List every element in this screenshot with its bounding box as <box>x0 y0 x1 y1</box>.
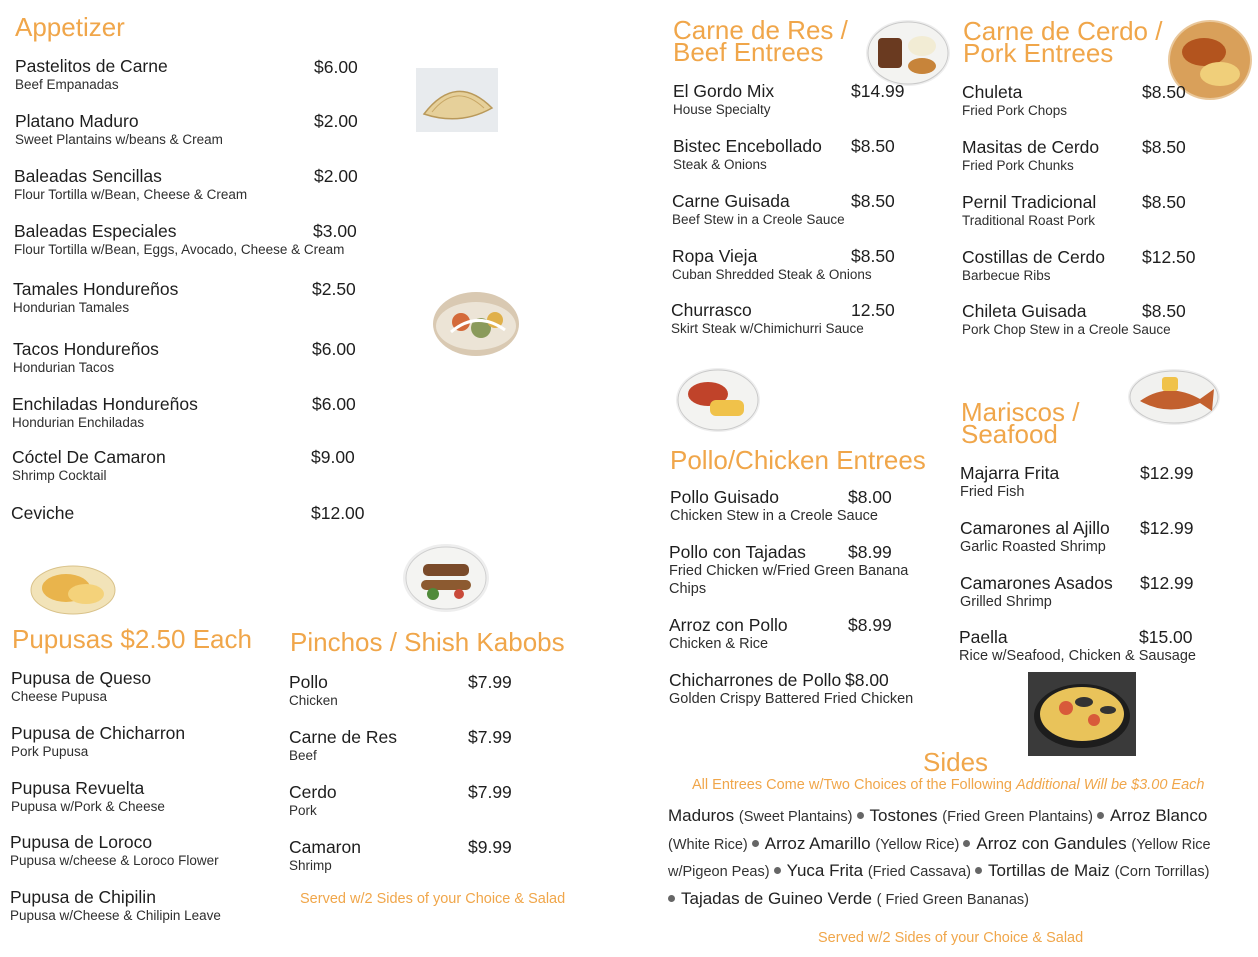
item-desc: Cuban Shredded Steak & Onions <box>672 267 872 282</box>
item-price: $8.00 <box>845 670 889 690</box>
item-desc: House Specialty <box>673 102 771 117</box>
item-price: $8.50 <box>851 246 895 266</box>
beef-photo <box>866 20 950 86</box>
kabob-icon <box>403 544 489 612</box>
pork-item <box>962 247 1105 284</box>
item-desc: Fried Chicken w/Fried Green Banana <box>669 563 909 579</box>
item-price: 12.50 <box>851 300 895 320</box>
side-desc: (Yellow Rice w/Pigeon Peas) <box>668 836 1211 880</box>
item-desc: Pork Chop Stew in a Creole Sauce <box>962 322 1171 337</box>
seafood-item <box>960 573 1113 610</box>
tacos-photo <box>433 292 519 356</box>
item-desc: Pork <box>289 803 317 818</box>
item-desc: Chicken & Rice <box>669 636 769 652</box>
appetizer-item <box>15 56 168 93</box>
beef-plate-icon <box>866 20 950 86</box>
item-name: Chicharrones de Pollo <box>669 670 842 690</box>
item-desc: Pupusa w/cheese & Loroco Flower <box>10 853 219 868</box>
bullet-dot-icon <box>668 895 675 902</box>
item-price: $6.00 <box>312 339 356 359</box>
seafood-heading-line1: Mariscos / <box>961 397 1080 427</box>
pork-item <box>962 82 1067 119</box>
pork-item <box>962 137 1099 174</box>
item-price: $2.00 <box>314 111 358 131</box>
beef-item <box>673 136 822 173</box>
item-name: Pollo con Tajadas <box>669 542 806 562</box>
item-name: Chuleta <box>962 82 1023 102</box>
pupusa-item <box>11 723 185 760</box>
item-desc: Pork Pupusa <box>11 744 89 759</box>
bullet-dot-icon <box>774 867 781 874</box>
item-price: $14.99 <box>851 81 905 101</box>
side-name: Maduros <box>668 806 735 825</box>
item-price: $8.50 <box>1142 137 1186 157</box>
item-name: Carne de Res <box>289 727 397 747</box>
beef-heading-line1: Carne de Res / <box>673 15 848 45</box>
item-price: $2.50 <box>312 279 356 299</box>
side-name: Tostones <box>869 806 938 825</box>
item-desc: Hondurian Tamales <box>13 300 130 315</box>
item-price: $8.50 <box>1142 301 1186 321</box>
side-name: Tajadas de Guineo Verde <box>681 888 872 908</box>
pupusa-item <box>10 832 219 869</box>
item-price: $8.50 <box>1142 82 1186 102</box>
pupusa-photo <box>26 558 120 620</box>
item-price: $2.00 <box>314 166 358 186</box>
item-name: Ropa Vieja <box>672 246 758 266</box>
sides-list <box>668 803 1248 913</box>
side-option <box>870 806 1093 825</box>
item-name: Tacos Hondureños <box>13 339 159 359</box>
item-name: Majarra Frita <box>960 463 1060 483</box>
sides-heading: Sides <box>923 747 989 777</box>
chicken-item <box>670 487 878 524</box>
side-desc: ( Fried Green Bananas) <box>876 891 1029 908</box>
side-option <box>681 889 1029 908</box>
appetizer-item <box>15 111 223 148</box>
sides-note: Served w/2 Sides of your Choice & Salad <box>818 930 1084 946</box>
side-name: Arroz Blanco <box>1110 806 1208 825</box>
pupusas-heading: Pupusas $2.50 Each <box>12 624 252 654</box>
chicken-photo <box>676 368 760 432</box>
empanada-icon <box>416 68 498 132</box>
side-name: Arroz con Gandules <box>976 833 1127 853</box>
pork-heading-line2: Pork Entrees <box>963 38 1114 68</box>
item-price: $12.99 <box>1140 573 1194 593</box>
appetizer-item <box>12 394 198 431</box>
item-price: $7.99 <box>468 727 512 747</box>
appetizer-item <box>12 447 166 484</box>
item-desc: Beef <box>289 748 317 763</box>
side-name: Tortillas de Maiz <box>987 861 1110 880</box>
sides-subtitle-extra: Additional Will be $3.00 Each <box>1015 777 1205 793</box>
pork-item <box>962 301 1171 338</box>
item-name: Churrasco <box>671 300 752 320</box>
item-name: Pupusa Revuelta <box>11 778 145 798</box>
fish-photo <box>1128 369 1220 425</box>
side-option <box>988 861 1209 880</box>
item-name: Baleadas Especiales <box>14 221 177 241</box>
side-desc: (Yellow Rice) <box>875 836 960 853</box>
item-name: Camarones Asados <box>960 573 1113 593</box>
side-option <box>787 861 971 880</box>
item-desc: Flour Tortilla w/Bean, Cheese & Cream <box>14 187 248 202</box>
item-name: Platano Maduro <box>15 111 139 131</box>
item-price: $7.99 <box>468 782 512 802</box>
item-name: El Gordo Mix <box>673 81 775 101</box>
pincho-item <box>289 782 337 819</box>
item-desc: Golden Crispy Battered Fried Chicken <box>669 691 914 707</box>
item-name: Pupusa de Queso <box>11 668 152 688</box>
item-desc: Hondurian Enchiladas <box>12 415 145 430</box>
item-desc: Fried Fish <box>960 484 1025 500</box>
item-desc: Fried Pork Chops <box>962 103 1068 118</box>
item-desc: Shrimp <box>289 858 332 873</box>
seafood-item <box>960 518 1110 555</box>
appetizer-item <box>14 221 344 258</box>
item-name: Pollo Guisado <box>670 487 779 507</box>
pinchos-heading: Pinchos / Shish Kabobs <box>290 627 565 657</box>
chicken-item <box>669 615 788 652</box>
item-desc: Pupusa w/Pork & Cheese <box>11 799 165 814</box>
bullet-dot-icon <box>752 840 759 847</box>
item-price: $8.99 <box>848 542 892 562</box>
kabob-photo <box>403 544 489 612</box>
sides-subtitle-main: All Entrees Come w/Two Choices of the Following <box>692 777 1012 793</box>
item-desc: Chicken Stew in a Creole Sauce <box>670 508 878 524</box>
side-option <box>765 834 960 853</box>
fish-plate-icon <box>1128 369 1220 425</box>
item-desc: Fried Pork Chunks <box>962 158 1074 173</box>
beef-item <box>673 81 774 118</box>
pupusa-item <box>11 778 165 815</box>
paella-icon <box>1028 672 1136 756</box>
chicken-plate-icon <box>676 368 760 432</box>
item-name: Enchiladas Hondureños <box>12 394 198 414</box>
item-price: $9.99 <box>468 837 512 857</box>
item-name: Pollo <box>289 672 328 692</box>
item-desc: Skirt Steak w/Chimichurri Sauce <box>671 321 864 336</box>
item-name: Pupusa de Loroco <box>10 832 153 852</box>
tacos-icon <box>433 292 519 356</box>
side-desc: (Fried Green Plantains) <box>942 809 1093 825</box>
seafood-item <box>960 463 1059 500</box>
appetizer-heading: Appetizer <box>15 12 125 42</box>
item-desc: Chicken <box>289 693 338 708</box>
sides-subtitle <box>692 777 1204 793</box>
pinchos-note: Served w/2 Sides of your Choice & Salad <box>300 891 566 907</box>
pincho-item <box>289 837 361 874</box>
item-price: $8.50 <box>1142 192 1186 212</box>
bullet-dot-icon <box>1097 812 1104 819</box>
item-desc: Garlic Roasted Shrimp <box>960 539 1106 555</box>
pincho-item <box>289 672 338 709</box>
item-price: $12.99 <box>1140 518 1194 538</box>
item-desc: Barbecue Ribs <box>962 268 1051 283</box>
item-price: $6.00 <box>314 57 358 77</box>
item-name: Baleadas Sencillas <box>14 166 162 186</box>
pork-item <box>962 192 1096 229</box>
item-price: $6.00 <box>312 394 356 414</box>
item-desc: Shrimp Cocktail <box>12 468 107 483</box>
beef-item <box>672 246 872 283</box>
item-name: Camarones al Ajillo <box>960 518 1110 538</box>
side-name: Yuca Frita <box>786 861 864 880</box>
item-price: $8.50 <box>851 191 895 211</box>
empanada-photo <box>416 68 498 132</box>
item-name: Cóctel De Camaron <box>12 447 166 467</box>
item-price: $7.99 <box>468 672 512 692</box>
item-desc: Hondurian Tacos <box>13 360 115 375</box>
item-price: $12.00 <box>311 503 365 523</box>
item-name: Paella <box>959 627 1008 647</box>
item-price: $9.00 <box>311 447 355 467</box>
beef-heading <box>673 15 848 67</box>
pupusa-icon <box>26 558 120 620</box>
item-name: Camaron <box>289 837 361 857</box>
item-desc: Sweet Plantains w/beans & Cream <box>15 132 223 147</box>
item-name: Carne Guisada <box>672 191 790 211</box>
item-name: Masitas de Cerdo <box>962 137 1100 157</box>
pupusa-item <box>11 668 151 705</box>
item-name: Costillas de Cerdo <box>962 247 1105 267</box>
appetizer-item <box>13 339 159 376</box>
item-desc: Traditional Roast Pork <box>962 213 1096 228</box>
appetizer-item <box>13 279 178 316</box>
side-name: Arroz Amarillo <box>764 833 871 853</box>
item-price: $8.00 <box>848 487 892 507</box>
appetizer-item <box>11 503 74 523</box>
item-desc: Beef Empanadas <box>15 77 119 92</box>
side-desc: (Fried Cassava) <box>867 864 971 880</box>
item-desc-2: Chips <box>669 581 707 597</box>
beef-item <box>672 191 845 228</box>
beef-heading-line2: Beef Entrees <box>673 37 824 67</box>
item-price: $8.99 <box>848 615 892 635</box>
item-desc: Steak & Onions <box>673 157 767 172</box>
item-name: Bistec Encebollado <box>673 136 822 156</box>
item-desc: Beef Stew in a Creole Sauce <box>672 212 845 227</box>
item-name: Pernil Tradicional <box>962 192 1097 212</box>
item-price: $15.00 <box>1139 627 1193 647</box>
item-desc: Grilled Shrimp <box>960 594 1052 610</box>
beef-item <box>671 300 864 337</box>
item-name: Pastelitos de Carne <box>15 56 168 76</box>
seafood-heading <box>961 397 1080 449</box>
side-desc: (White Rice) <box>668 836 748 853</box>
side-desc: (Sweet Plantains) <box>738 809 853 825</box>
item-name: Arroz con Pollo <box>669 615 788 635</box>
pork-heading-line1: Carne de Cerdo / <box>963 16 1163 46</box>
side-option <box>668 806 853 825</box>
appetizer-item <box>14 166 247 203</box>
seafood-heading-line2: Seafood <box>961 419 1058 449</box>
item-name: Pupusa de Chicharron <box>11 723 186 743</box>
item-price: $12.99 <box>1140 463 1194 483</box>
pincho-item <box>289 727 397 764</box>
bullet-dot-icon <box>857 812 864 819</box>
item-desc: Pupusa w/Cheese & Chilipin Leave <box>10 908 221 923</box>
chicken-heading: Pollo/Chicken Entrees <box>670 445 926 475</box>
item-price: $12.50 <box>1142 247 1196 267</box>
pork-heading <box>963 16 1163 68</box>
bullet-dot-icon <box>963 840 970 847</box>
item-desc: Flour Tortilla w/Bean, Eggs, Avocado, Cheese & Cream <box>14 242 345 257</box>
bullet-dot-icon <box>975 867 982 874</box>
side-desc: (Corn Torrillas) <box>1114 864 1210 880</box>
item-desc: Rice w/Seafood, Chicken & Sausage <box>959 648 1196 664</box>
item-name: Tamales Hondureños <box>13 279 179 299</box>
item-price: $3.00 <box>313 221 357 241</box>
item-name: Cerdo <box>289 782 337 802</box>
item-name: Ceviche <box>11 503 75 523</box>
pupusa-item <box>10 887 221 924</box>
item-name: Pupusa de Chipilin <box>10 887 156 907</box>
item-name: Chileta Guisada <box>962 301 1087 321</box>
paella-photo <box>1028 672 1136 756</box>
item-desc: Cheese Pupusa <box>11 689 108 704</box>
item-price: $8.50 <box>851 136 895 156</box>
